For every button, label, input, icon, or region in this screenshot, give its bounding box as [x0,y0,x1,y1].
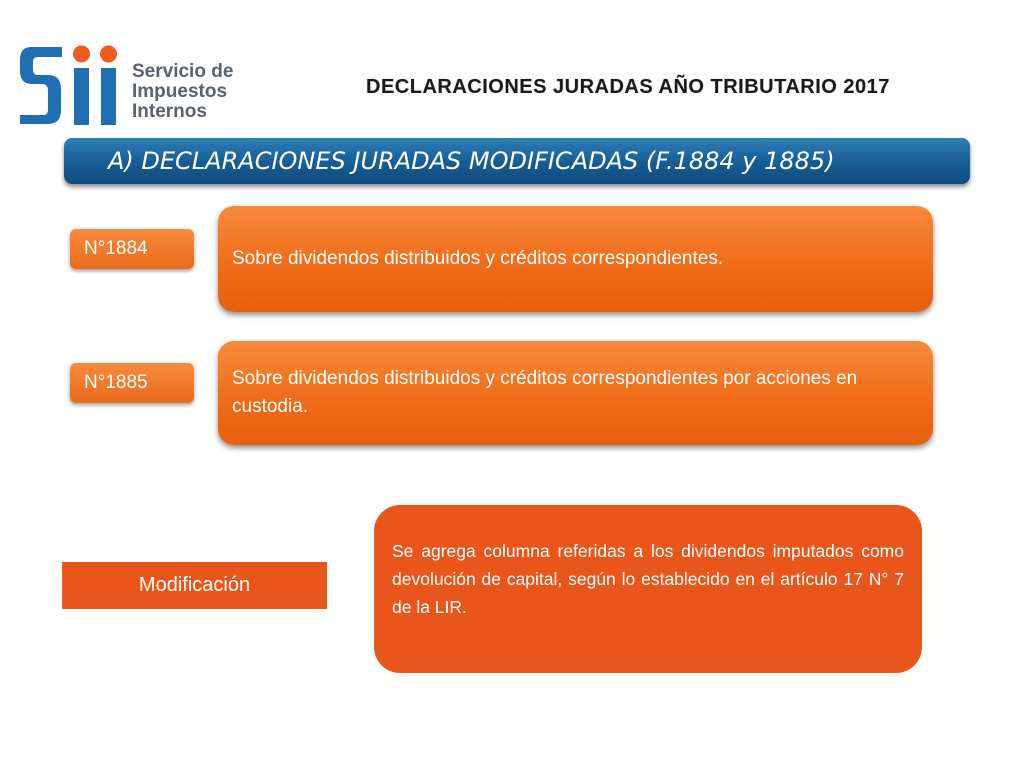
header-title: DECLARACIONES JURADAS AÑO TRIBUTARIO 2017 [366,76,890,98]
form-description-box-1885 [218,341,933,445]
form-description-1885: Sobre dividendos distribuidos y créditos correspondientes por acciones en custodia. [232,368,858,417]
sii-logo-mark [18,44,130,126]
form-description-box-1884 [218,206,933,312]
form-description-1884: Sobre dividendos distribuidos y créditos correspondientes. [232,248,724,269]
logo-text [132,62,233,122]
form-code-tag-1885: N°1885 [70,363,194,403]
section-title-banner: A) DECLARACIONES JURADAS MODIFICADAS (F.1884 y 1885) [64,138,970,184]
logo-line-2: Impuestos [132,81,228,102]
form-code-tag-1884: N°1884 [70,229,194,269]
logo-line-1: Servicio de [132,61,234,82]
modification-text: Se agrega columna referidas a los dividendos imputados como devolución de capital, según lo establecido en el artículo 17 N° 7 de la LIR. [392,541,904,617]
modification-label: Modificación [62,562,327,609]
modification-box [374,505,922,673]
logo-line-3: Internos [132,101,207,122]
